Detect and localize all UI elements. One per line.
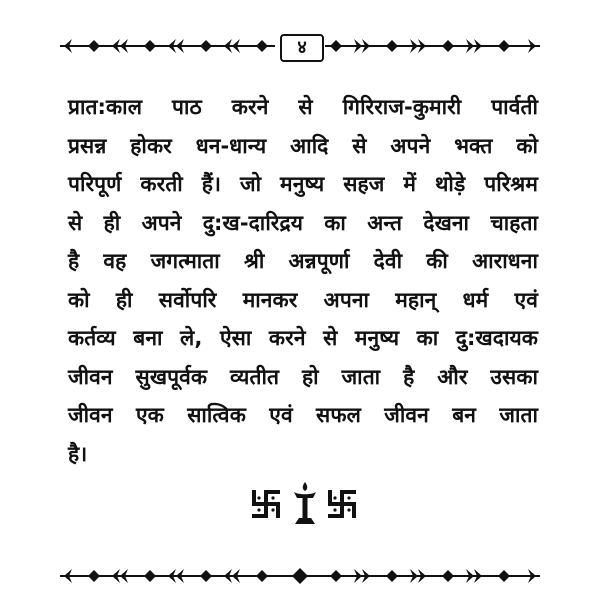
text-line: प्रसन्न होकर धन-धान्य आदि से अपने भक्त को [68,133,538,158]
text-line: है वह जगत्माता श्री अन्नपूर्णा देवी की आराधना [68,249,538,273]
swastika-icon [330,492,354,516]
text-line: कर्तव्य बना ले, ऐसा करने से मनुष्य का दु:खदायक [68,326,538,350]
text-line: को ही सर्वोपरि मानकर अपना महान् धर्म एवं [68,287,538,312]
diya-lamp-icon [294,482,316,524]
text-line: जीवन सुखपूर्वक व्यतीत हो जाता है और उसका [68,364,538,389]
body-text [68,88,538,473]
swastika-icon [254,492,278,516]
footer-ornament-border [60,563,540,589]
text-line: जीवन एक सात्विक एवं सफल जीवन बन जाता [68,403,538,427]
page-number: ४ [280,34,324,62]
text-line: से ही अपने दु:ख-दारिद्रय का अन्त देखना चाहता [68,210,538,235]
text-line: परिपूर्ण करती हैं। जो मनुष्य सहज में थोड़े परिश्रम [68,172,538,196]
text-line: है। [68,441,88,466]
emblem [250,480,360,528]
text-line: प्रात:काल पाठ करने से गिरिराज-कुमारी पार्वती [68,95,538,119]
